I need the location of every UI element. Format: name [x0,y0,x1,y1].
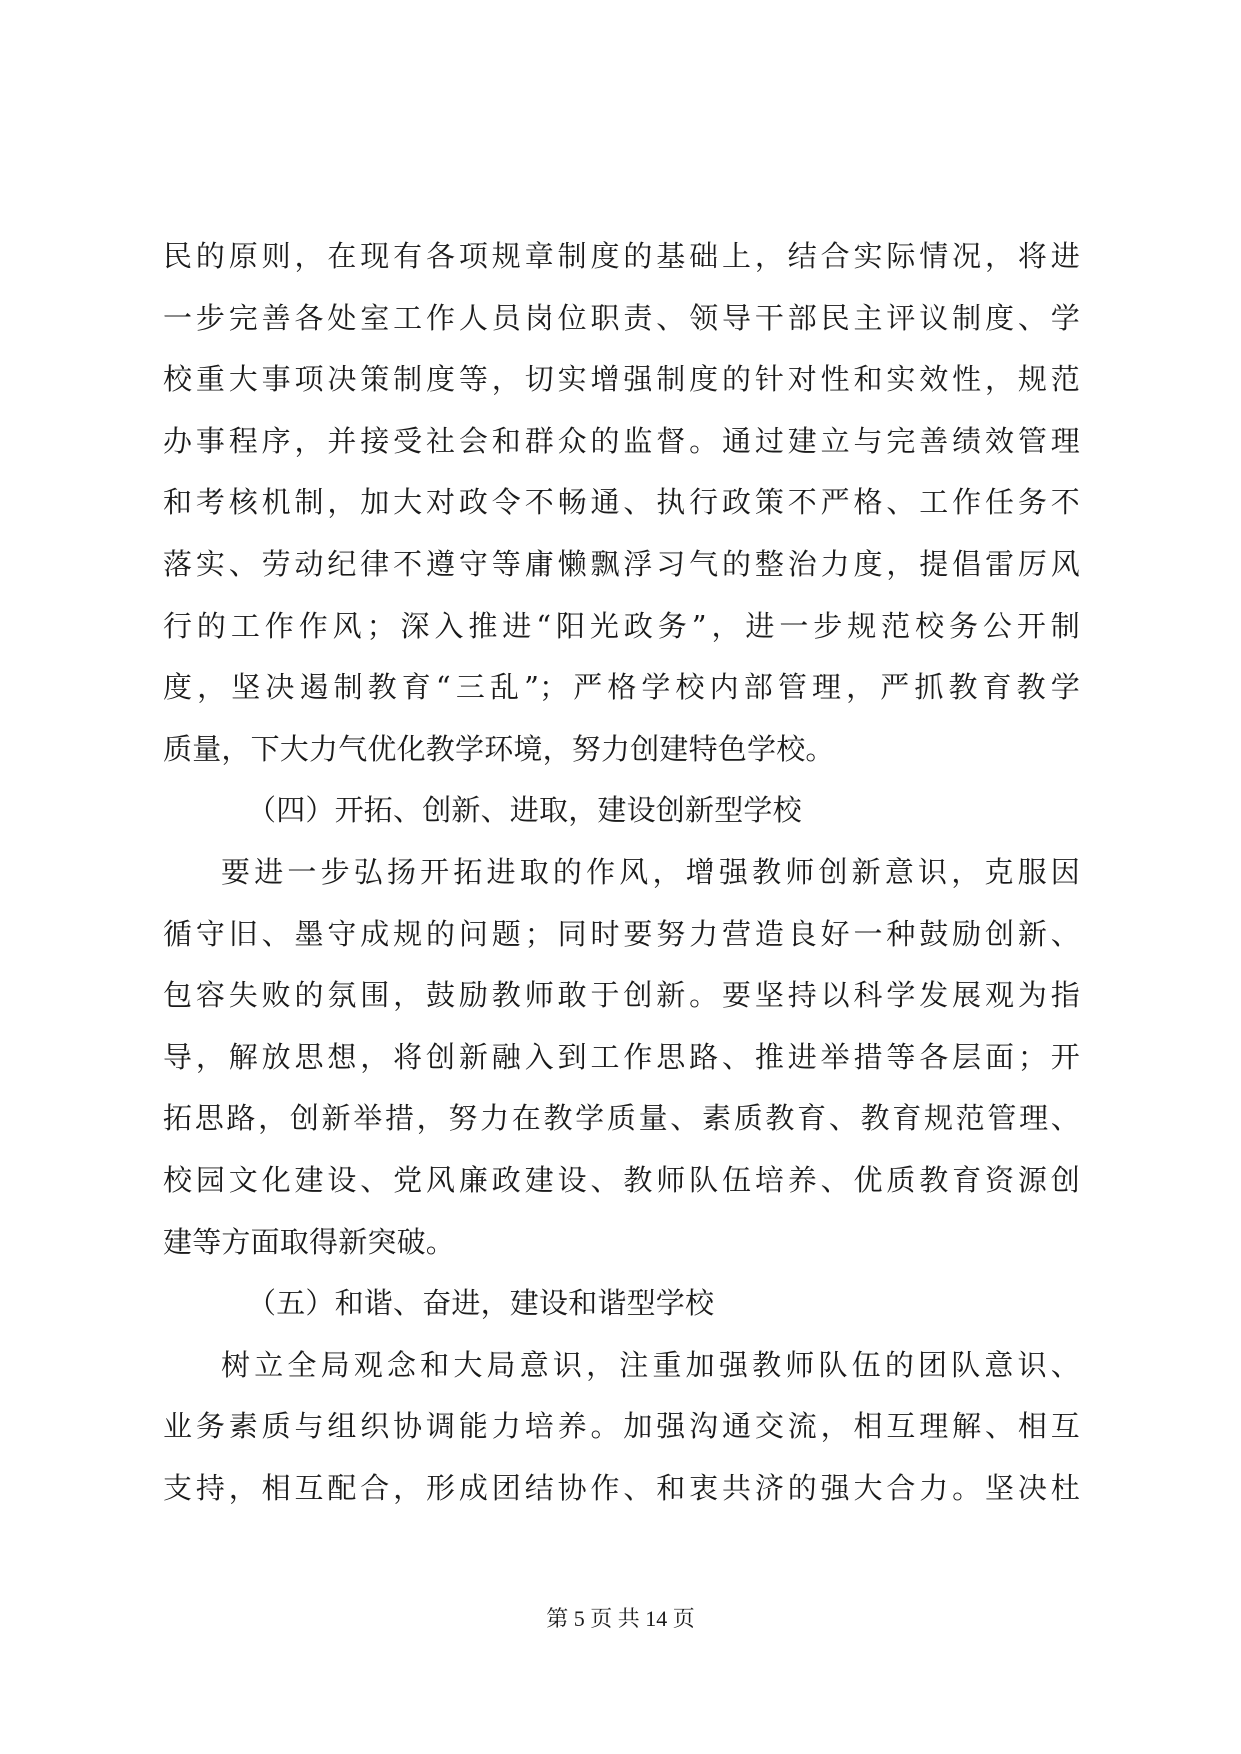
paragraph-line: 行的工作作风；深入推进“阳光政务”，进一步规范校务公开制 [163,608,1080,643]
paragraph-line: 业务素质与组织协调能力培养。加强沟通交流，相互理解、相互 [163,1409,1080,1444]
paragraph-line: 一步完善各处室工作人员岗位职责、领导干部民主评议制度、学 [163,300,1080,335]
paragraph-line: 支持，相互配合，形成团结协作、和衷共济的强大合力。坚决杜 [163,1470,1080,1505]
paragraph-line: 循守旧、墨守成规的问题；同时要努力营造良好一种鼓励创新、 [163,916,1080,951]
paragraph-line: 度，坚决遏制教育“三乱”；严格学校内部管理，严抓教育教学 [163,670,1080,705]
paragraph-line: 校重大事项决策制度等，切实增强制度的针对性和实效性，规范 [163,362,1080,397]
page-number-footer: 第 5 页 共 14 页 [546,1606,695,1631]
paragraph-line: 导，解放思想，将创新融入到工作思路、推进举措等各层面；开 [163,1039,1080,1074]
paragraph-line: 办事程序，并接受社会和群众的监督。通过建立与完善绩效管理 [163,423,1080,458]
paragraph-line: 和考核机制，加大对政令不畅通、执行政策不严格、工作任务不 [163,485,1080,520]
section-heading-4: （四）开拓、创新、进取，建设创新型学校 [247,793,802,828]
section-heading-5: （五）和谐、奋进，建设和谐型学校 [247,1286,715,1321]
paragraph-line: 拓思路，创新举措，努力在教学质量、素质教育、教育规范管理、 [163,1101,1080,1136]
paragraph-line: 校园文化建设、党风廉政建设、教师队伍培养、优质教育资源创 [163,1162,1080,1197]
paragraph-line-first: 树立全局观念和大局意识，注重加强教师队伍的团队意识、 [221,1347,1080,1382]
paragraph-line: 落实、劳动纪律不遵守等庸懒飘浮习气的整治力度，提倡雷厉风 [163,546,1080,581]
paragraph-line-first: 要进一步弘扬开拓进取的作风，增强教师创新意识，克服因 [221,854,1080,889]
paragraph-line-last: 建等方面取得新突破。 [163,1224,456,1259]
paragraph-line: 包容失败的氛围，鼓励教师敢于创新。要坚持以科学发展观为指 [163,978,1080,1013]
paragraph-line-last: 质量，下大力气优化教学环境，努力创建特色学校。 [163,731,835,766]
document-body [163,226,1080,1519]
paragraph-line: 民的原则，在现有各项规章制度的基础上，结合实际情况，将进 [163,239,1080,273]
